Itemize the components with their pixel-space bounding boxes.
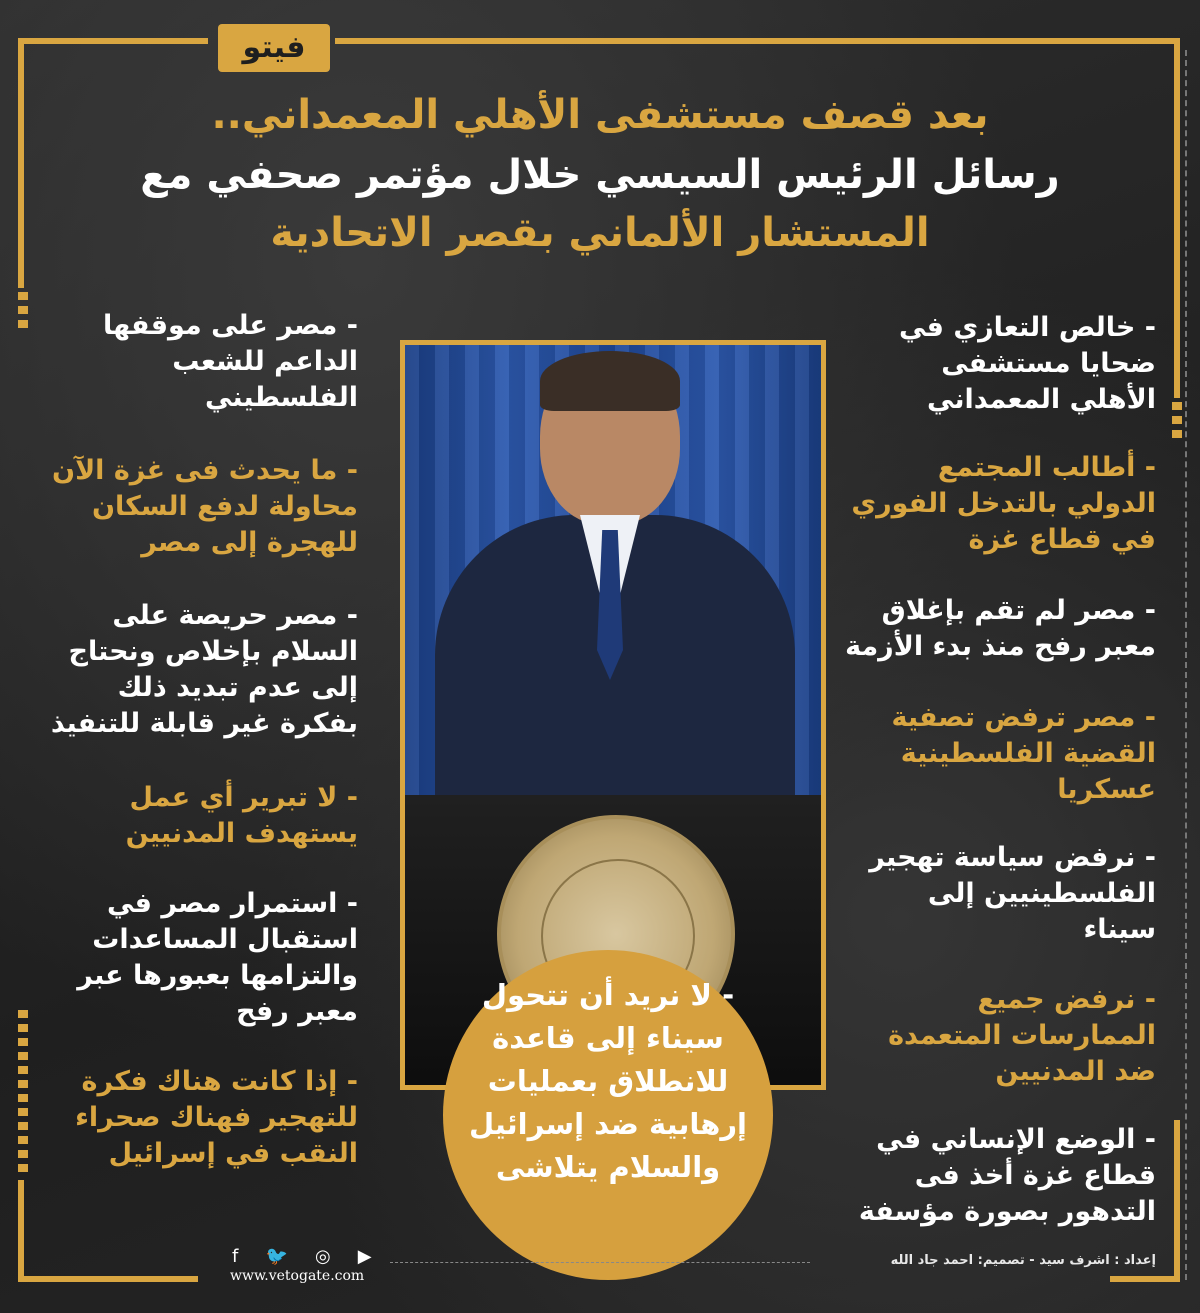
highlight-bubble xyxy=(443,950,773,1280)
facebook-icon[interactable]: f xyxy=(232,1246,239,1267)
right-item: - مصر ترفض تصفية القضية الفلسطينية عسكريا xyxy=(891,702,1156,805)
credits: إعداد : اشرف سيد - تصميم: احمد جاد الله xyxy=(890,1253,1156,1268)
right-item: - نرفض جميع الممارسات المتعمدة ضد المدنيين xyxy=(888,984,1156,1087)
frame-top-right-h xyxy=(335,38,1180,44)
youtube-icon[interactable]: ▶ xyxy=(357,1246,372,1267)
frame-bottom-left-h xyxy=(18,1276,198,1282)
left-item: - ما يحدث فى غزة الآن محاولة لدفع السكان للهجرة إلى مصر xyxy=(52,455,358,558)
headline-line-3: المستشار الألماني بقصر الاتحادية xyxy=(270,210,930,256)
left-item: - مصر حريصة على السلام بإخلاص ونحتاج إلى عدم تبديد ذلك بفكرة غير قابلة للتنفيذ xyxy=(50,600,358,739)
left-item: - إذا كانت هناك فكرة للتهجير فهناك صحراء النقب في إسرائيل xyxy=(75,1066,358,1169)
brand-logo: فيتو xyxy=(218,24,330,72)
right-item: - أطالب المجتمع الدولي بالتدخل الفوري في قطاع غزة xyxy=(851,452,1156,555)
right-item: - خالص التعازي في ضحايا مستشفى الأهلي المعمداني xyxy=(898,312,1156,415)
frame-dots-bottom-left xyxy=(18,1010,28,1178)
portrait-hair xyxy=(540,351,680,411)
instagram-icon[interactable]: ◎ xyxy=(314,1246,331,1267)
frame-bottom-right-h xyxy=(1110,1276,1180,1282)
right-column xyxy=(826,310,1156,1240)
frame-bottom-left-v xyxy=(18,1180,24,1280)
frame-dots-right xyxy=(1172,402,1182,444)
site-url[interactable]: www.vetogate.com xyxy=(230,1268,365,1284)
headline-line-2: رسائل الرئيس السيسي خلال مؤتمر صحفي مع xyxy=(140,152,1060,198)
right-item: - نرفض سياسة تهجير الفلسطينيين إلى سيناء xyxy=(869,842,1156,945)
frame-dots-top-left xyxy=(18,292,28,334)
left-item: - لا تبرير أي عمل يستهدف المدنيين xyxy=(125,782,358,849)
frame-bottom-right-v xyxy=(1174,1120,1180,1282)
left-item: - استمرار مصر في استقبال المساعدات والتزامها بعبورها عبر معبر رفح xyxy=(77,888,358,1027)
frame-top-left-v xyxy=(18,38,24,288)
right-item: - الوضع الإنساني في قطاع غزة أخذ فى التدهور بصورة مؤسفة xyxy=(858,1124,1156,1227)
social-icons xyxy=(232,1246,394,1270)
frame-top-left-h xyxy=(18,38,208,44)
frame-dashed-right xyxy=(1185,50,1187,1280)
twitter-icon[interactable]: 🐦 xyxy=(265,1246,288,1267)
headline-line-1: بعد قصف مستشفى الأهلي المعمداني.. xyxy=(211,92,989,138)
left-column xyxy=(48,308,358,1188)
bubble-quote: - لا نريد أن تتحول سيناء إلى قاعدة للانطلاق بعمليات إرهابية ضد إسرائيل والسلام يتلاشى xyxy=(469,978,747,1184)
frame-top-right-v xyxy=(1174,38,1180,398)
left-item: - مصر على موقفها الداعم للشعب الفلسطيني xyxy=(102,310,358,413)
right-item: - مصر لم تقم بإغلاق معبر رفح منذ بدء الأزمة xyxy=(845,595,1156,662)
credits-divider xyxy=(390,1262,810,1263)
